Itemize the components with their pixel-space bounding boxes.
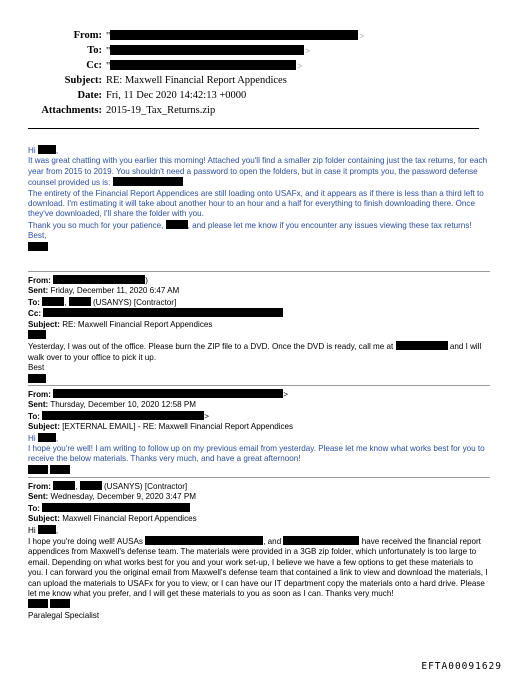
cc-label: Cc: [86,60,102,71]
redaction [53,389,283,398]
redaction [283,536,359,545]
reply-greeting: Hi , [28,146,59,155]
redaction [110,30,358,40]
subject-value: RE: Maxwell Financial Report Appendices [106,75,287,86]
reply-paragraph-3: Thank you so much for your patience, , and please let me know if you encounter any issues viewing these tax returns! [28,220,472,230]
header-divider [28,128,479,129]
subject-label: Subject: [64,75,102,86]
to-label: To: [87,45,102,56]
redaction [38,145,56,154]
quoted-email-4: From: , (USANYS) [Contractor] Sent: Wednesday, December 9, 2020 3:47 PM To: Subject: Maxwell Financial Report Appendices Hi , I hope you're doing well! AUSAs , and have received the financial report appendices from Maxwell's defense team. The materials were provided in a 3GB zip folder, which unfortunately is too large to email. Depending on what works best for you and your work set-up, I believe we have a few options to get these materials to you. I can forward you the original email from Maxwell's defense team that contained a link to view and download the materials, I can upload the materials to USAFx for you to view, or I can have our IT department copy the materials onto a hard drive. Please let me know what you prefer, and I will get these materials to you as soon as I can. Thanks very much! Paralegal Specialist [28,477,490,621]
redaction [145,536,263,545]
date-value: Fri, 11 Dec 2020 14:42:13 +0000 [106,90,247,101]
redaction [166,220,188,229]
attachment-file: 2015-19_Tax_Returns.zip [106,105,216,116]
redaction [38,433,56,442]
email-separator [28,385,490,386]
redaction [42,411,204,420]
redaction [38,525,56,534]
signature-redaction [50,465,70,474]
reply-signoff: Best, [28,231,47,241]
redaction [113,177,183,186]
redaction [42,503,190,512]
email-separator [28,477,490,478]
signature-redaction [28,465,48,474]
redaction [53,481,75,490]
redaction [396,341,448,350]
reply-paragraph-1: It was great chatting with you earlier this morning! Attached you'll find a smaller zip folder containing just the tax returns, for each year from 2015 to 2019. You shouldn't need a password to open the folders, but in case it prompts you, the password defense counsel provided us is: [28,156,488,188]
signature-redaction [50,599,70,608]
signature-redaction [28,242,48,251]
reply-paragraph-2: The entirety of the Financial Report Appendices are still loading onto USAFx, and it appears as if there is less than a third left to download. I'm estimating it will take about another hour to an hour and a half for everything to finish downloading there. Once they've downloaded, I'll share the folder with you. [28,188,484,219]
attachments-label: Attachments: [41,105,102,116]
document-id-stamp: EFTA00091629 [421,661,502,672]
redaction [28,330,46,339]
signature-redaction [28,374,46,383]
quoted-email-2: From: ) Sent: Friday, December 11, 2020 6:47 AM To: , (USANYS) [Contractor] Cc: Subject: RE: Maxwell Financial Report Appendices Yesterday, I was out of the office. Please burn the ZIP file to a DVD. Once the DVD is ready, call me at and I will walk over to your office to pick it up. Best [28,271,490,385]
email3-body: I hope you're well! I am writing to follow up on my previous email from yesterday. Please let me know what works best for you to receive the below materials. Thanks very much, and have a great afternoon! [28,444,485,464]
email-separator [28,271,490,272]
reply-message [28,145,490,253]
sender-title: Paralegal Specialist [28,610,100,620]
from-label: From: [73,30,102,41]
redaction [80,481,102,490]
email4-body: I hope you're doing well! AUSAs , and have received the financial report appendices from Maxwell's defense team. The materials were provided in a 3GB zip folder, which unfortunately is too large to email. Depending on what works best for you and your work set-up, I believe we have a few options to get these materials to you. I can forward you the original email from Maxwell's defense team that contained a link to view and download the materials, I can upload the materials to USAFx for you to view, or I can have our IT department copy the materials onto a hard drive. Please let me know what you prefer, and I will get these materials to you as soon as I can. Thanks very much! [28,537,488,599]
redaction [43,308,283,317]
signature-redaction [28,599,48,608]
redaction [42,297,64,306]
redaction [110,45,304,55]
redaction [110,60,296,70]
redaction [69,297,91,306]
quoted-email-3: From: > Sent: Thursday, December 10, 2020 12:58 PM To: > Subject: [EXTERNAL EMAIL] - RE: Maxwell Financial Report Appendices Hi , I hope you're well! I am writing to follow up on my previous email from yesterday. Please let me know what works best for you to receive the below materials. Thanks very much, and have a great afternoon! [28,385,490,476]
email2-body: Yesterday, I was out of the office. Please burn the ZIP file to a DVD. Once the DVD is ready, call me at and I will walk over to your office to pick it up. [28,342,482,362]
redaction [53,275,145,284]
date-label: Date: [77,90,102,101]
